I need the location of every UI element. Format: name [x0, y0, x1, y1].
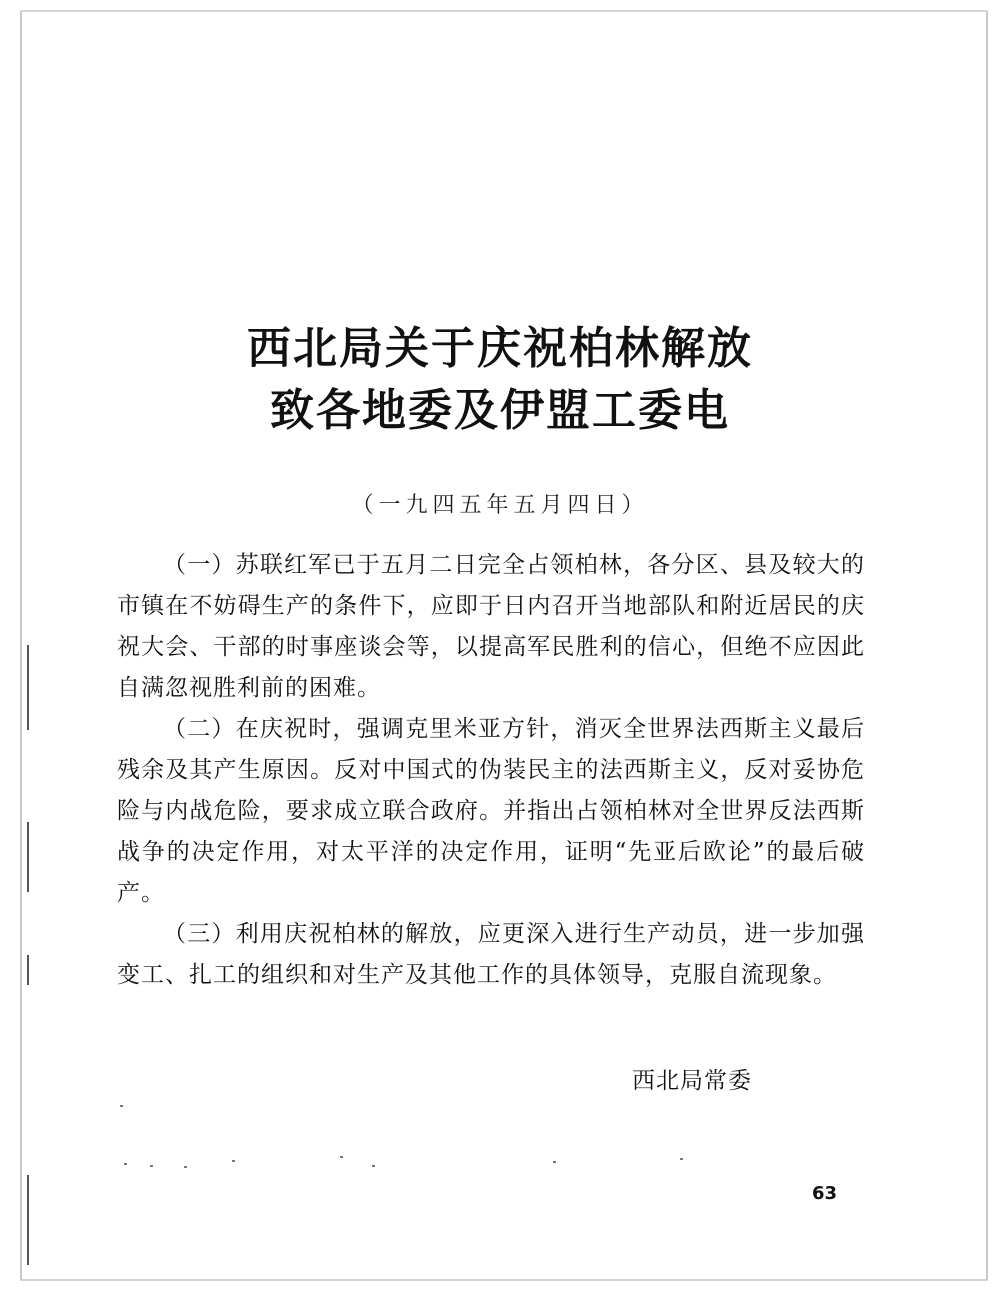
paragraph-3: （三）利用庆祝柏林的解放，应更深入进行生产动员，进一步加强变工、扎工的组织和对生产及其他工作的具体领导，克服自流现象。	[117, 921, 865, 988]
document-title-line-1: 西北局关于庆祝柏林解放	[247, 323, 753, 374]
scan-speck	[340, 1156, 343, 1158]
scan-speck	[553, 1161, 556, 1163]
paragraph-1: （一）苏联红军已于五月二日完全占领柏林，各分区、县及较大的市镇在不妨碍生产的条件下，应即于日内召开当地部队和附近居民的庆祝大会、干部的时事座谈会等，以提高军民胜利的信心，但绝不应因此自满忽视胜利前的困难。	[117, 552, 865, 701]
scan-speck	[120, 1105, 123, 1107]
scan-speck	[232, 1160, 235, 1162]
scan-speck	[372, 1165, 375, 1167]
margin-mark	[27, 955, 29, 985]
scan-speck	[150, 1165, 153, 1167]
scan-speck	[124, 1163, 127, 1165]
margin-mark	[27, 645, 29, 730]
scan-speck	[184, 1166, 187, 1168]
document-body	[117, 545, 865, 996]
signature: 西北局常委	[632, 1068, 752, 1094]
document-title-line-2: 致各地委及伊盟工委电	[270, 385, 730, 436]
paragraph-2: （二）在庆祝时，强调克里米亚方针，消灭全世界法西斯主义最后残余及其产生原因。反对中国式的伪装民主的法西斯主义，反对妥协危险与内战危险，要求成立联合政府。并指出占领柏林对全世界反法西斯战争的决定作用，对太平洋的决定作用，证明“先亚后欧论”的最后破产。	[117, 716, 865, 906]
scan-speck	[680, 1158, 683, 1160]
margin-mark	[27, 822, 29, 892]
scan-border-right	[986, 12, 988, 1280]
scan-border-left	[20, 12, 22, 1280]
page-number: 63	[812, 1183, 838, 1204]
scan-border-bottom	[20, 1279, 988, 1281]
margin-mark	[27, 1175, 29, 1265]
scan-border-top	[20, 10, 988, 12]
document-date: （一九四五年五月四日）	[351, 493, 649, 518]
